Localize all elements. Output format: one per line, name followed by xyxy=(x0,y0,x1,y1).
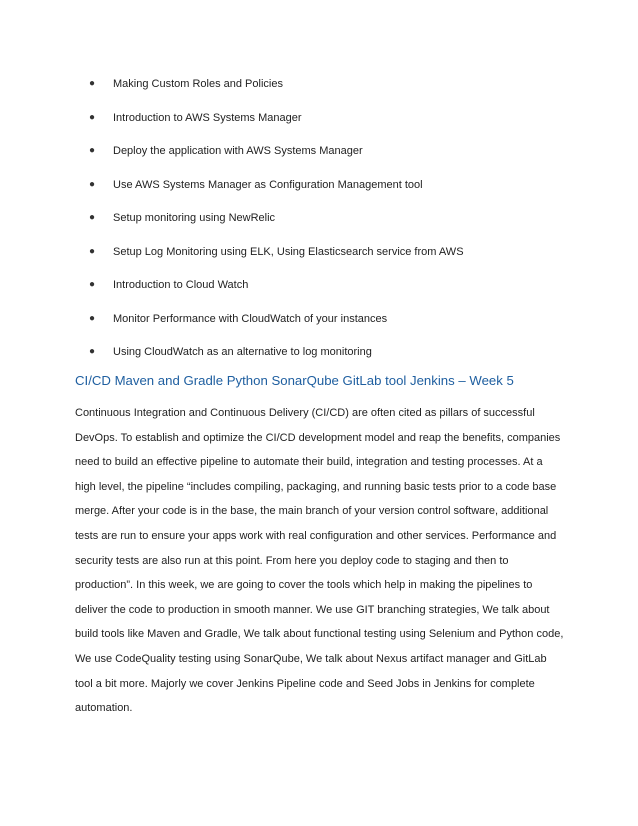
bullet-dot-icon: ● xyxy=(89,145,96,156)
bullet-dot-icon: ● xyxy=(89,346,96,357)
bullet-text: Setup Log Monitoring using ELK, Using Elasticsearch service from AWS xyxy=(113,245,464,258)
bullet-dot-icon: ● xyxy=(89,178,96,190)
bullet-item xyxy=(0,74,638,108)
bullet-item xyxy=(0,108,638,142)
bullet-item xyxy=(0,275,638,309)
bullet-text: Introduction to Cloud Watch xyxy=(113,279,249,291)
bullet-item xyxy=(0,242,638,276)
paragraph-line: We use CodeQuality testing using SonarQube, We talk about Nexus artifact manager and GitLab xyxy=(75,652,547,665)
bullet-dot-icon: ● xyxy=(89,212,96,223)
bullet-text: Setup monitoring using NewRelic xyxy=(113,212,276,224)
paragraph-line: tests are run to ensure your apps work with real configuration and other services. Performance and xyxy=(75,529,557,542)
bullet-text: Making Custom Roles and Policies xyxy=(113,78,283,90)
paragraph-line: automation. xyxy=(75,702,133,715)
paragraph-line: production”. In this week, we are going to cover the tools which help in making the pipelines to xyxy=(75,579,533,592)
paragraph-line: security tests are also run at this point. From here you deploy code to staging and then to xyxy=(75,554,509,567)
bullet-item xyxy=(0,208,638,242)
paragraph-line: high level, the pipeline “includes compiling, packaging, and running basic tests prior to a code base xyxy=(75,480,557,493)
bullet-item xyxy=(0,141,638,175)
bullet-text: Deploy the application with AWS Systems Manager xyxy=(113,145,363,157)
bullet-text: Using CloudWatch as an alternative to log monitoring xyxy=(113,346,372,358)
bullet-text: Use AWS Systems Manager as Configuration Management tool xyxy=(113,178,423,191)
bullet-dot-icon: ● xyxy=(89,312,96,324)
paragraph-line: Continuous Integration and Continuous Delivery (CI/CD) are often cited as pillars of successful xyxy=(75,407,535,419)
bullet-item xyxy=(0,175,638,209)
paragraph-line: DevOps. To establish and optimize the CI/CD development model and reap the benefits, companies xyxy=(75,431,561,444)
week-5-description-paragraph xyxy=(75,403,575,723)
paragraph-line: deliver the code to production in smooth manner. We use GIT branching strategies, We talk about xyxy=(75,603,550,616)
topic-bullet-list xyxy=(0,74,638,376)
section-heading-week-5: CI/CD Maven and Gradle Python SonarQube GitLab tool Jenkins – Week 5 xyxy=(75,373,514,388)
paragraph-line: need to build an effective pipeline to automate their build, integration and testing processes. At a xyxy=(75,456,543,469)
bullet-text: Monitor Performance with CloudWatch of your instances xyxy=(113,312,388,325)
paragraph-line: tool a bit more. Majorly we cover Jenkins Pipeline code and Seed Jobs in Jenkins for complete xyxy=(75,677,535,690)
paragraph-line: merge. After your code is in the base, the main branch of your version control software, additional xyxy=(75,505,549,518)
bullet-dot-icon: ● xyxy=(89,111,96,123)
bullet-dot-icon: ● xyxy=(89,245,96,257)
paragraph-line: build tools like Maven and Gradle, We talk about functional testing using Selenium and Python code, xyxy=(75,628,564,641)
bullet-dot-icon: ● xyxy=(89,78,96,89)
bullet-dot-icon: ● xyxy=(89,279,96,290)
bullet-text: Introduction to AWS Systems Manager xyxy=(113,111,302,124)
bullet-item xyxy=(0,309,638,343)
